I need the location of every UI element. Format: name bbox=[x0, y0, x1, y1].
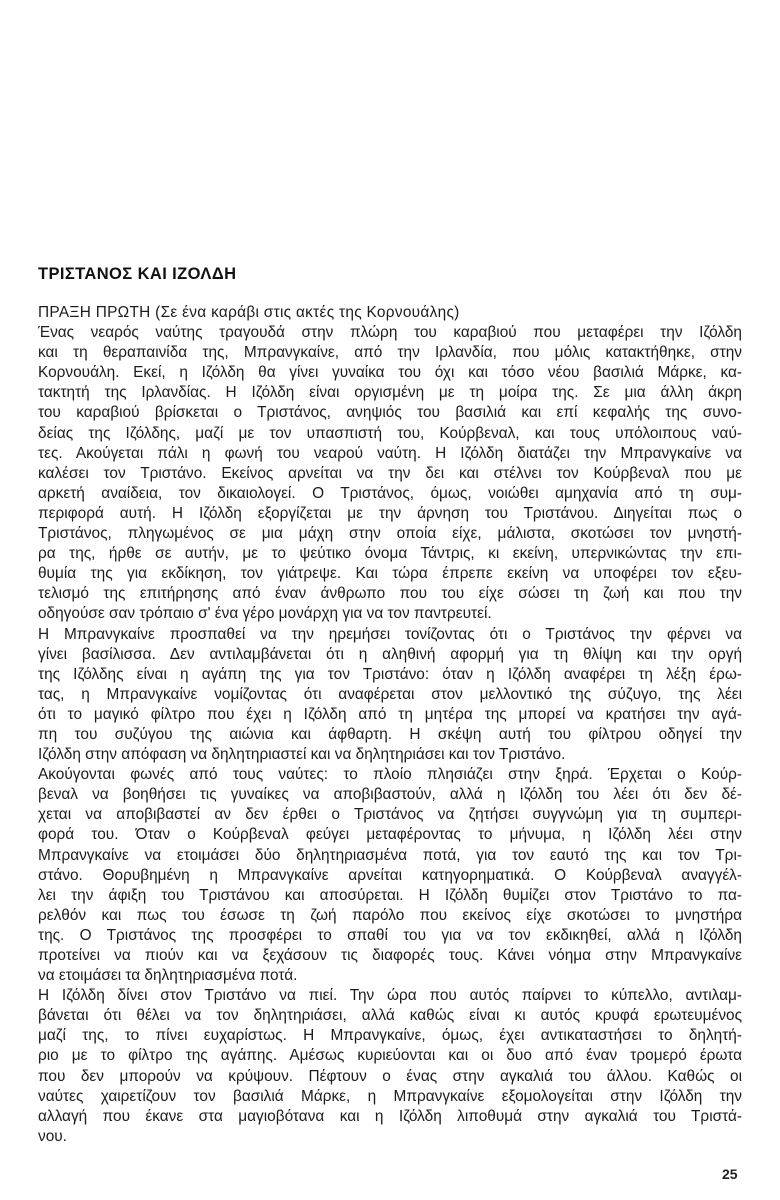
text-line: τας, η Μπρανγκαίνε νομίζοντας ότι αναφέρεται στον μελλοντικό της σύζυγο, της λέει bbox=[38, 685, 742, 703]
text-line: θυμία της για εκδίκηση, τον γιάτρεψε. Και τώρα έπρεπε εκείνη να υποφέρει τον εξευ- bbox=[38, 565, 742, 583]
text-line: χεται να αποβιβαστεί αν δεν έρθει ο Τριστάνος να ζητήσει συγγνώμη για τη συμπερι- bbox=[38, 806, 742, 824]
text-line: ναύτες χαιρετίζουν τον βασιλιά Μάρκε, η Μπρανγκαίνε εξομολογείται στην Ιζόλδη την bbox=[38, 1087, 742, 1105]
paragraph bbox=[38, 625, 742, 766]
text-line: βεναλ να βοηθήσει τις γυναίκες να αποβιβαστούν, αλλά η Ιζόλδη του λέει ότι δεν δέ- bbox=[38, 786, 742, 804]
text-line: Η Μπρανγκαίνε προσπαθεί να την ηρεμήσει τονίζοντας ότι ο Τριστάνος την φέρνει να bbox=[38, 625, 742, 643]
text-line: αρκετή αναίδεια, τον δικαιολογεί. Ο Τριστάνος, όμως, νοιώθει αμηχανία από τη συμ- bbox=[38, 484, 742, 502]
paragraph bbox=[38, 765, 742, 986]
text-line: τακτητή της Ιρλανδίας. Η Ιζόλδη είναι οργισμένη με τη μοίρα της. Σε μια άλλη άκρη bbox=[38, 384, 742, 402]
chapter-title: ΤΡΙΣΤΑΝΟΣ ΚΑΙ ΙΖΟΛΔΗ bbox=[38, 265, 237, 283]
text-line: βάνεται ότι θέλει να τον δηλητηριάσει, αλλά καθώς είναι κι αυτός κρυφά ερωτευμένος bbox=[38, 1007, 742, 1025]
paragraph bbox=[38, 986, 742, 1147]
text-line: στάνο. Θορυβημένη η Μπρανγκαίνε αρνείται κατηγορηματικά. Ο Κούρβεναλ αναγγέλ- bbox=[38, 866, 742, 884]
text-line: ρελθόν και πως του έσωσε τη ζωή παρόλο που εκείνος είχε σκοτώσει το μνηστήρα bbox=[38, 906, 742, 924]
text-line: Ακούγονται φωνές από τους ναύτες: το πλοίο πλησιάζει στην ξηρά. Έρχεται ο Κούρ- bbox=[38, 766, 742, 784]
text-line: του καραβιού βρίσκεται ο Τριστάνος, ανηψιός του βασιλιά και επί κεφαλής της συνο- bbox=[38, 404, 742, 422]
text-line: Μπρανγκαίνε να ετοιμάσει δύο δηλητηριασμένα ποτά, για τον εαυτό της και τον Τρι- bbox=[38, 846, 742, 864]
text-line: προτείνει να πιούν και να ξεχάσουν τις διαφορές τους. Κάνει νόημα στην Μπρανγκαίνε bbox=[38, 947, 742, 964]
paragraphs bbox=[38, 323, 742, 1147]
text-line: ότι το μαγικό φίλτρο που έχει η Ιζόλδη από τη μητέρα της μπορεί να κρατήσει την αγά- bbox=[38, 705, 742, 723]
text-line: πη του συζύγου της αιώνια και άφθαρτη. Η σκέψη αυτή του φίλτρου οδηγεί την bbox=[38, 725, 742, 743]
text-line: νου. bbox=[38, 1127, 67, 1145]
text-line: περιφορά αυτή. Η Ιζόλδη εξοργίζεται με την άρνηση του Τριστάνου. Διηγείται πως ο bbox=[38, 504, 742, 522]
text-line: οδηγούσε σαν τρόπαιο σ' ένα γέρο μονάρχη για να τον παντρευτεί. bbox=[38, 605, 492, 623]
text-line: Κορνουάλη. Εκεί, η Ιζόλδη θα γίνει γυναίκα του όχι και τόσο νέου βασιλιά Μάρκε, κα- bbox=[38, 364, 742, 382]
text-line: καλέσει τον Τριστάνο. Εκείνος αρνείται να την δει και στέλνει τον Κούρβεναλ που με bbox=[38, 464, 742, 482]
text-line: να ετοιμάσει τα δηλητηριασμένα ποτά. bbox=[38, 967, 298, 985]
text-line: τες. Ακούγεται πάλι η φωνή του νεαρού ναύτη. Η Ιζόλδη διατάζει την Μπρανγκαίνε να bbox=[38, 444, 742, 462]
text-line: Ιζόλδη στην απόφαση να δηλητηριαστεί και να δηλητηριάσει και τον Τριστάνο. bbox=[38, 746, 566, 764]
text-line: που δεν μπορούν να κρύψουν. Πέφτουν ο ένας στην αγκαλιά του άλλου. Καθώς οι bbox=[38, 1067, 742, 1085]
text-line: φορά του. Όταν ο Κούρβεναλ φεύγει μεταφέροντας το μήνυμα, η Ιζόλδη λέει στην bbox=[38, 826, 742, 844]
paragraph bbox=[38, 323, 742, 624]
text-line: Ένας νεαρός ναύτης τραγουδά στην πλώρη του καραβιού που μεταφέρει την Ιζόλδη bbox=[38, 324, 742, 342]
text-line: μαζί της, το πίνει ευχαρίστως. Η Μπρανγκαίνε, όμως, έχει αντικαταστήσει το δηλητή- bbox=[38, 1027, 742, 1045]
body-text bbox=[38, 303, 742, 1147]
text-line: της Ιζόλδης είναι η αγάπη της για τον Τριστάνο: όταν η Ιζόλδη αναφέρει τη λέξη έρω- bbox=[38, 665, 742, 683]
text-line: Η Ιζόλδη δίνει στον Τριστάνο να πιεί. Την ώρα που αυτός παίρνει το κύπελλο, αντιλαμ- bbox=[38, 987, 742, 1005]
text-line: γίνει βασίλισσα. Δεν αντιλαμβάνεται ότι η αληθινή αφορμή για τη θλίψη και την οργή bbox=[38, 645, 742, 663]
text-line: ρα της, ήρθε σε αυτήν, με το ψεύτικο όνομα Τάντρις, κι εκείνη, υπερνικώντας την επι- bbox=[38, 545, 742, 563]
text-line: ριο με το φίλτρο της αγάπης. Αμέσως κυριεύονται και οι δυο από έναν τρομερό έρωτα bbox=[38, 1047, 742, 1065]
act-heading: ΠΡΑΞΗ ΠΡΩΤΗ (Σε ένα καράβι στις ακτές της Κορνουάλης) bbox=[38, 304, 460, 321]
text-line: τελισμό της επιτήρησης από έναν άνθρωπο που του είχε σώσει τη ζωή και που την bbox=[38, 585, 742, 603]
text-line: δείας της Ιζόλδης, μαζί με τον υπασπιστή του, Κούρβεναλ, και τους υπόλοιπους ναύ- bbox=[38, 424, 742, 442]
text-line: και τη θεραπαινίδα της, Μπρανγκαίνε, από την Ιρλανδία, που μόλις κατακτήθηκε, στην bbox=[38, 344, 742, 362]
page-number: 25 bbox=[722, 1166, 738, 1182]
text-line: της. Ο Τριστάνος της προσφέρει το σπαθί του για να τον εκδικηθεί, αλλά η Ιζόλδη bbox=[38, 926, 742, 944]
text-line: λει την άφιξη του Τριστάνου και αποσύρεται. Η Ιζόλδη θυμίζει στον Τριστάνο το πα- bbox=[38, 886, 742, 904]
text-line: Τριστάνος, πληγωμένος σε μια μάχη στην οποία είχε, μάλιστα, σκοτώσει τον μνηστή- bbox=[38, 525, 742, 543]
text-line: αλλαγή που έκανε στα μαγιοβότανα και η Ιζόλδη λιποθυμά στην αγκαλιά του Τριστά- bbox=[38, 1107, 742, 1125]
